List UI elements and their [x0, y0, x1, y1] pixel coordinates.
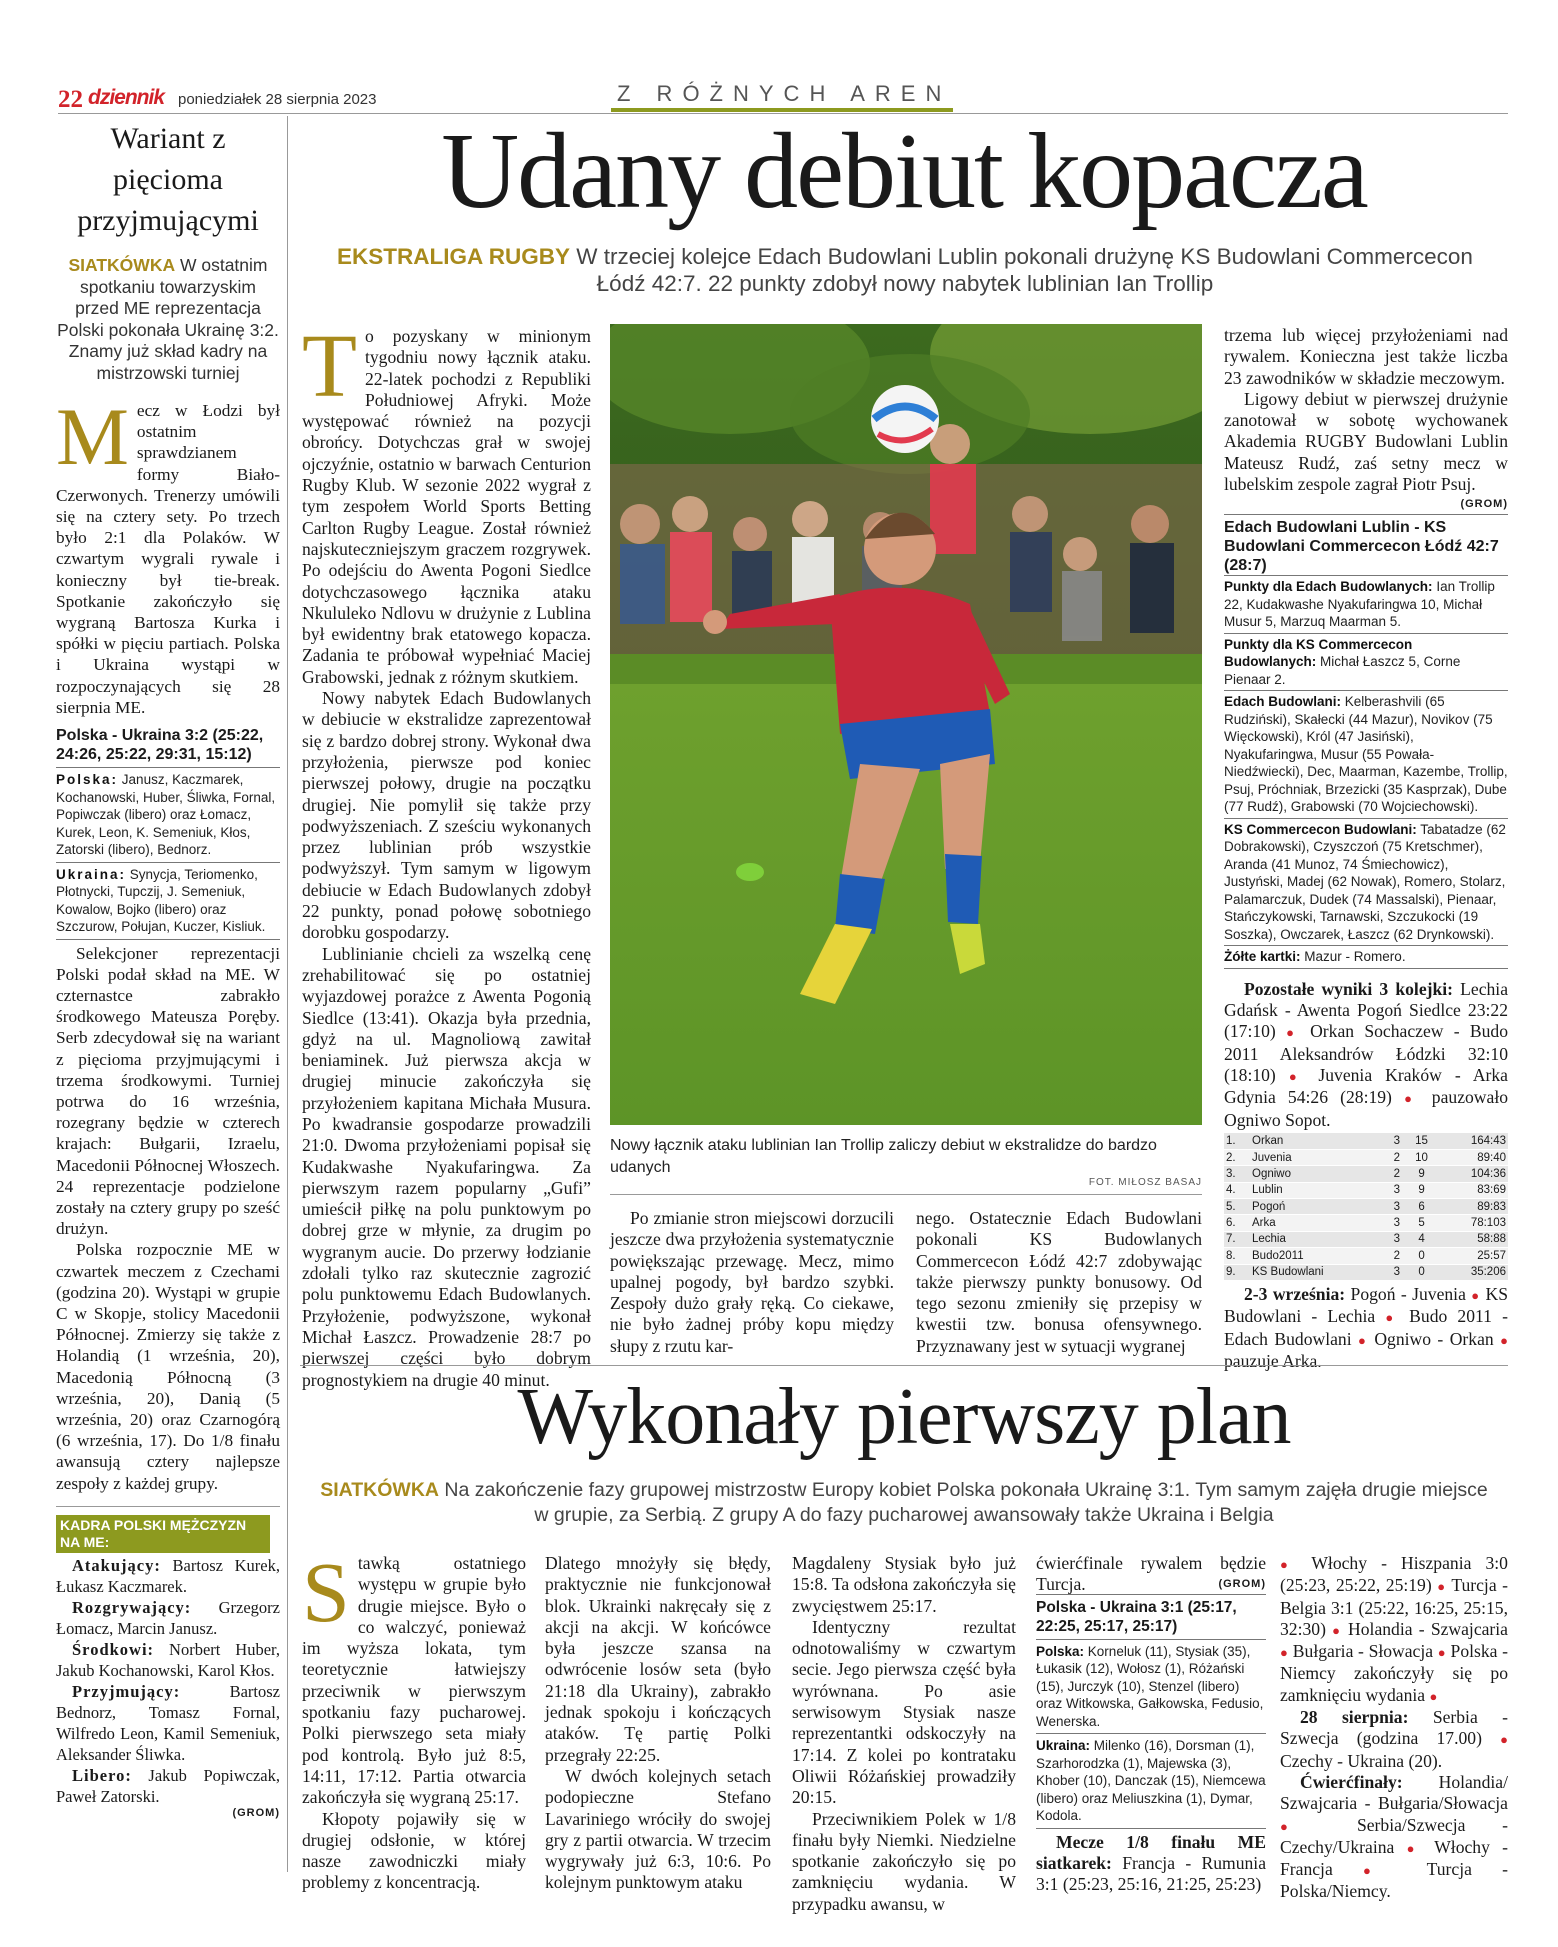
bottom-c5-b-label: 28 sierpnia:: [1300, 1707, 1409, 1728]
standings-row: [1224, 1248, 1508, 1264]
standings-cell: 25:57: [1437, 1248, 1508, 1264]
kadra-signature: (GROM): [232, 1806, 280, 1819]
rugby-box-label: Żółte kartki:: [1224, 949, 1301, 965]
rugby-box-rule: [1224, 968, 1508, 969]
other-result: Juvenia Kraków - Arka Gdynia 54:26 (28:19): [1224, 1065, 1508, 1108]
bottom-box-pl-label: Polska:: [1036, 1643, 1085, 1659]
r16-result: Bułgaria - Słowacja: [1292, 1641, 1434, 1662]
header-date: poniedziałek 28 sierpnia 2023: [178, 91, 377, 108]
standings-cell: Lublin: [1250, 1182, 1387, 1198]
standings-cell: Budo2011: [1250, 1248, 1387, 1264]
right-para-1: trzema lub więcej przyłożeniami nad rywalem. Konieczna jest także liczba 23 zawodników w składzie meczowym.: [1224, 325, 1508, 388]
rugby-box-text: Michał Łaszcz 5, Corne Pienaar 2.: [1224, 654, 1461, 687]
main-lead-text: W trzeciej kolejce Edach Budowlani Lublin pokonali drużynę KS Budowlani Commercecon Łódź 42:7. 22 punkty zdobył nowy nabytek lublinian Ian Trollip: [576, 244, 1473, 296]
sidebar-result-box: [56, 726, 280, 940]
other-results-label: Pozostałe wyniki 3 kolejki:: [1244, 978, 1454, 999]
sidebar-dropcap: M: [56, 391, 129, 482]
r16-fixture: Serbia - Szwecja (godzina 17.00): [1280, 1707, 1508, 1749]
rugby-box-row: [1224, 578, 1508, 631]
sidebar-box-pl-label: Polska:: [56, 772, 119, 788]
r16-fixture: Czechy - Ukraina (20).: [1280, 1750, 1443, 1771]
kadra-entry: [56, 1555, 280, 1597]
bottom-kicker: SIATKÓWKA: [320, 1479, 439, 1501]
rugby-box-rule: [1224, 633, 1508, 634]
standings-row: [1224, 1215, 1508, 1231]
bottom-box-ua: Milenko (16), Dorsman (1), Szarhorodzka (1), Majewska (3), Khober (10), Danczak (15), Niemcewa (libero) oraz Meliuszkina (1), Dymar, Kodola.: [1036, 1738, 1266, 1824]
right-column: [1224, 325, 1508, 1372]
bullet-dot: ●: [1358, 1332, 1368, 1348]
kadra-box: [56, 1506, 280, 1819]
standings-row: [1224, 1149, 1508, 1165]
r16-result: Turcja -Belgia 3:1 (25:22, 16:25, 25:15, 32:30): [1280, 1575, 1508, 1639]
bottom-c5-a: [1280, 1553, 1508, 1707]
standings-cell: 3: [1387, 1199, 1406, 1215]
next-fixture: Pogoń - Juvenia: [1350, 1283, 1466, 1304]
standings-cell: 7.: [1224, 1231, 1250, 1247]
standings-row: [1224, 1182, 1508, 1198]
standings-cell: 89:83: [1437, 1199, 1508, 1215]
standings-cell: 83:69: [1437, 1182, 1508, 1198]
right-signature: (GROM): [1460, 498, 1508, 511]
rugby-box-rule: [1224, 690, 1508, 691]
standings-cell: 2.: [1224, 1149, 1250, 1165]
standings-row: [1224, 1133, 1508, 1149]
bottom-col-5: [1280, 1553, 1508, 1903]
other-result: Lechia Gdańsk - Awenta Pogoń Siedlce 23:22 (17:10): [1224, 978, 1508, 1042]
bullet-dot: ●: [1471, 1287, 1481, 1303]
standings-cell: Arka: [1250, 1215, 1387, 1231]
bullet-dot: ●: [1406, 1840, 1423, 1856]
main-c1-p3: Lublinianie chcieli za wszelką cenę zrehabilitować się po ostatniej wyjazdowej porażce z Awenta Pogonią Siedlce (13:41). Okazja była przednia, gdyż na ul. Magnoliową zawitał beniaminek. Już pierwsza akcja w drugiej minucie zakończyła się przyłożeniem kapitana Michała Musura. Po kwadransie gospodarze prowadzili 21:0. Dwoma przyłożeniami popisał się Kudakwashe Nyakufaringwa. Za pierwszym razem popularny „Gufi” umieścił piłkę na polu punktowym po dobrej grze w młynie, za drugim po wygranym aucie. Do przerwy łodzianie zdołali tylko raz skutecznie zagrozić polu punktowemu Edach Budowlanych. Przyłożenie, podwyższone, wykonał Michał Łaszcz. Prowadzenie 28:7 po pierwszej części było dobrym prognostykiem na drugie 40 minut.: [302, 943, 591, 1390]
rugby-box-text: Mazur - Romero.: [1304, 949, 1406, 965]
bottom-dropcap: S: [302, 1544, 350, 1640]
bottom-col-1: [302, 1544, 526, 1894]
standings-cell: 58:88: [1437, 1231, 1508, 1247]
bullet-dot: ●: [1429, 1688, 1438, 1704]
sidebar-box-pl: Janusz, Kaczmarek, Kochanowski, Huber, Śliwka, Fornal, Popiwczak (libero) oraz Łomacz, Kurek, Leon, K. Semeniuk, Kłos, Zatorski (libero), Bednorz.: [56, 772, 276, 858]
next-fixture: Ogniwo - Orkan: [1374, 1328, 1494, 1349]
standings-cell: 8.: [1224, 1248, 1250, 1264]
standings-table: [1224, 1133, 1508, 1281]
bottom-c3-c: Przeciwnikiem Polek w 1/8 finału były Niemki. Niedzielne spotkanie zakończyło się po zamknięciu wydania. W przypadku awansu, w: [792, 1808, 1016, 1914]
kadra-entry: [56, 1765, 280, 1807]
qf-fixture: Turcja - Polska/Niemcy.: [1280, 1859, 1508, 1902]
standings-cell: 3.: [1224, 1166, 1250, 1182]
qf-fixture: Włochy - Francja: [1280, 1836, 1508, 1880]
standings-cell: Pogoń: [1250, 1199, 1387, 1215]
bottom-c4-b: Francja - Rumunia 3:1 (25:23, 25:16, 21:25, 25:23): [1036, 1852, 1267, 1895]
bottom-lead: [320, 1478, 1488, 1528]
bottom-box-ua-label: Ukraina:: [1036, 1738, 1091, 1754]
bullet-dot: ●: [1288, 1069, 1306, 1085]
kadra-names: Bartosz Kurek, Łukasz Kaczmarek.: [56, 1555, 280, 1596]
section-label: Z RÓŻNYCH AREN: [611, 80, 953, 112]
standings-cell: 3: [1387, 1264, 1406, 1280]
kadra-label: Libero:: [72, 1765, 132, 1785]
main-kicker: EKSTRALIGA RUGBY: [337, 244, 570, 269]
standings-cell: 10: [1406, 1149, 1437, 1165]
standings-cell: 5: [1406, 1215, 1437, 1231]
sidebar-box-ua-label: Ukraina:: [56, 866, 127, 882]
brand-logo: dziennik: [88, 86, 165, 109]
rugby-photo: [610, 324, 1202, 1125]
bottom-rule: [300, 1365, 1508, 1366]
kadra-names: Jakub Popiwczak, Paweł Zatorski.: [56, 1765, 280, 1806]
sidebar-box-title: Polska - Ukraina 3:2 (25:22, 24:26, 25:22, 29:31, 15:12): [56, 727, 264, 764]
standings-cell: 164:43: [1437, 1133, 1508, 1149]
sidebar-article: [56, 116, 280, 1819]
standings-cell: Lechia: [1250, 1231, 1387, 1247]
rugby-box-rule: [1224, 575, 1508, 576]
next-fixture: Budo 2011 - Edach Budowlani: [1224, 1306, 1508, 1349]
standings-row: [1224, 1166, 1508, 1182]
rugby-box-label: Edach Budowlani:: [1224, 694, 1342, 710]
rugby-box-text: Kelberashvili (65 Rudziński), Skałecki (44 Mazur), Novikov (75 Więckowski), Król (47 Jasiński), Nyakufaringwa, Musur (55 Powała-Niedźwiecki), Dec, Maarman, Kazembe, Trollip, Psuj, Próchniak, Brzezicki (35 Kasprzak), Dube (77 Rudź), Grabowski (70 Wojciechowski).: [1224, 694, 1508, 815]
rugby-photo-illustration: [610, 324, 1202, 1125]
sidebar-box-ua: Synycja, Teriomenko, Płotnycki, Tupczij, J. Semeniuk, Kowalow, Bojko (libero) oraz Szczurow, Połujan, Kuczer, Kisliuk.: [56, 866, 266, 935]
next-fixtures-label: 2-3 września:: [1244, 1283, 1346, 1304]
kadra-label: Rozgrywający:: [72, 1597, 192, 1617]
bottom-c3-b: Identyczny rezultat odnotowaliśmy w czwartym secie. Jego pierwsza część była wyrównana. Po asie serwisowym Stysiak nasze reprezentantki odskoczyły na 17:14. Z kolei po kontrataku Oliwii Różańskiej prowadziły 20:15.: [792, 1616, 1016, 1808]
main-col-1: [302, 317, 591, 1391]
standings-cell: 1.: [1224, 1133, 1250, 1149]
main-c3-p1: nego. Ostatecznie Edach Budowlani pokonali KS Budowlanych Commercecon Łódź 42:7 zdobywając także pierwszy punkty bonusowy. Od tego sezonu zmieniły się przepisy w kwestii tzw. bonusa ofensywnego. Przyznawany jest w sytuacji wygranej: [916, 1208, 1202, 1356]
standings: [1224, 1133, 1508, 1281]
standings-cell: 6.: [1224, 1215, 1250, 1231]
sidebar-paragraph-3: Polska rozpocznie ME w czwartek meczem z Czechami (godzina 20). Wystąpi w grupie C w Skopje, stolicy Macedonii Północnej. Zmierzy się także z Holandią (1 września, 20), Macedonią Północną (3 września, 20), Danią (5 września, 20) oraz Czarnogórą (6 września, 17). Do 1/8 finału awansują cztery najlepsze zespoły z każdej grupy.: [56, 1240, 280, 1493]
caption-rule: [610, 1194, 1202, 1195]
kadra-names: Norbert Huber, Jakub Kochanowski, Karol Kłos.: [56, 1639, 281, 1680]
rugby-box-row: [1224, 636, 1508, 689]
bullet-dot: ●: [1500, 1732, 1508, 1748]
bullet-dot: ●: [1280, 1818, 1321, 1834]
standings-cell: Juvenia: [1250, 1149, 1387, 1165]
standings-cell: 4.: [1224, 1182, 1250, 1198]
page-number: 22: [58, 86, 83, 113]
bottom-c1-b: Kłopoty pojawiły się w drugiej odsłonie, w której nasze zawodniczki miały problemy z koncentracją.: [302, 1808, 526, 1893]
r16-result: Włochy - Hiszpania 3:0 (25:23, 25:22, 25:19): [1280, 1553, 1508, 1596]
sidebar-paragraph-1: ecz w Łodzi był ostatnim sprawdzianem formy Biało-Czerwonych. Trenerzy umówili się na cztery sety. Po trzech było 2:1 dla Polaków. W czwartym wygrali rywale i konieczny był tie-break. Spotkanie zakończyło się wygraną Bartosza Kurka i spółki w pięciu partiach. Polska i Ukraina wystąpi w rozpoczynających się 28 sierpnia ME.: [56, 401, 280, 717]
bullet-dot: ●: [1437, 1645, 1446, 1661]
rugby-box-rule: [1224, 945, 1508, 946]
bottom-signature: (GROM): [1218, 1577, 1266, 1590]
bottom-c3-a: Magdaleny Stysiak było już 15:8. Ta odsłona zakończyła się zwycięstwem 25:17.: [792, 1553, 1016, 1616]
rugby-box-rule: [1224, 818, 1508, 819]
standings-cell: 4: [1406, 1231, 1437, 1247]
sidebar-lead: W ostatnim spotkaniu towarzyskim przed ME reprezentacja Polski pokonała Ukrainę 3:2. Znamy już skład kadry na mistrzowski turniej: [57, 255, 279, 383]
main-c2-p1: Po zmianie stron miejscowi dorzucili jeszcze dwa przyłożenia systematycznie powiększając przewagę. Mecz, mimo upalnej pogody, był bardzo szybki. Zespoły dużo grały ręką. Co ciekawe, nie było żadnej próby kopu między słupy z rzutu kar-: [610, 1208, 894, 1356]
bottom-c2-a: Dlatego mnożyły się błędy, praktycznie nie funkcjonował blok. Ukrainki nakręcały się z akcji na akcji. W końcówce była jeszcze szansa na odwrócenie losów seta (było 21:18 dla Ukrainy), zabrakło jednak spokoju i kończących ataków. Tę partię Polki przegrały 22:25.: [545, 1553, 771, 1765]
standings-cell: 9: [1406, 1166, 1437, 1182]
kadra-entry: [56, 1597, 280, 1639]
kadra-label: Środkowi:: [72, 1639, 155, 1659]
kadra-names: Bartosz Bednorz, Tomasz Fornal, Wilfredo Leon, Kamil Semeniuk, Aleksander Śliwka.: [56, 1681, 280, 1764]
standings-cell: Ogniwo: [1250, 1166, 1387, 1182]
sidebar-kicker: SIATKÓWKA: [68, 255, 176, 275]
rugby-box-row: [1224, 821, 1508, 944]
r16-result: Polska - Niemcy zakończyły się po zamknięciu wydania: [1280, 1641, 1508, 1705]
kadra-label: Przyjmujący:: [72, 1681, 181, 1701]
bottom-c5-c-label: Ćwierćfinały:: [1300, 1771, 1403, 1792]
main-lead: [315, 243, 1495, 297]
other-result: Orkan Sochaczew - Budo 2011 Aleksandrów Łódzki 32:10 (18:10): [1224, 1021, 1508, 1086]
other-results: [1224, 979, 1508, 1131]
standings-cell: 104:36: [1437, 1166, 1508, 1182]
bottom-lead-text: Na zakończenie fazy grupowej mistrzostw Europy kobiet Polska pokonała Ukrainę 3:1. Tym samym zajęła drugie miejsce w grupie, za Serbią. Z grupy A do fazy pucharowej awansowały także Ukraina i Belgia: [444, 1479, 1488, 1526]
standings-cell: 15: [1406, 1133, 1437, 1149]
kadra-entry: [56, 1681, 280, 1765]
photo-credit: FOT. MIŁOSZ BASAJ: [1088, 1177, 1202, 1188]
rugby-box-text: Tabatadze (62 Dobrakowski), Czyszczoń (75 Kretschmer), Aranda (41 Munoz, 74 Śmiechowicz), Justyński, Madej (62 Nowak), Romero, Stolarz, Palamarczuk, Dudek (74 Massalski), Pienaar, Stańczykowski, Tarnawski, Szczukocki (19 Soszka), Owczarek, Łaszcz (62 Drynkowski).: [1224, 821, 1506, 942]
main-c1-p2: Nowy nabytek Edach Budowlanych w debiucie w ekstralidze zaprezentował się z bardzo dobrej strony. Wykonał dwa przyłożenia, pierwsze pod koniec pierwszej połowy, drugie na początku drugiej. Nie pomylił się także przy podwyższeniach. Z sześciu wykonanych przez lublinian prób wszystkie podwyższył. Tym samym w ligowym debiucie w Edach Budowlanych zdobył 22 punkty, ponad połowę sobotniego dorobku gospodarzy.: [302, 688, 591, 943]
kadra-title: KADRA POLSKI MĘŻCZYZN NA ME:: [56, 1515, 270, 1553]
rugby-box-title: Edach Budowlani Lublin - KS Budowlani Commercecon Łódź 42:7 (28:7): [1224, 519, 1499, 575]
standings-cell: 9.: [1224, 1264, 1250, 1280]
standings-cell: 6: [1406, 1199, 1437, 1215]
other-result: pauzowało Ogniwo Sopot.: [1224, 1087, 1509, 1130]
bottom-c2-b: W dwóch kolejnych setach podopieczne Stefano Lavariniego wróciły do swojej gry z partii otwarcia. W trzecim wygrywały już 6:3, 10:6. Po kolejnym punktowym ataku: [545, 1765, 771, 1893]
standings-row: [1224, 1231, 1508, 1247]
sidebar-divider: [287, 116, 288, 1872]
standings-cell: 2: [1387, 1248, 1406, 1264]
standings-cell: 5.: [1224, 1199, 1250, 1215]
next-fixture: KS Budowlani - Lechia: [1224, 1283, 1509, 1327]
main-col-3: [916, 1208, 1202, 1357]
qf-fixture: Serbia/Szwecja - Czechy/Ukraina: [1280, 1814, 1508, 1857]
bullet-dot: ●: [1280, 1645, 1289, 1661]
rugby-box-row: [1224, 948, 1508, 966]
bullet-dot: ●: [1500, 1332, 1508, 1348]
bottom-headline: Wykonały pierwszy plan: [517, 1373, 1291, 1461]
r16-result: Holandia - Szwajcaria: [1348, 1618, 1508, 1639]
qf-fixture: Holandia/ Szwajcaria - Bułgaria/Słowacja: [1280, 1771, 1508, 1814]
rugby-box-row: [1224, 693, 1508, 816]
rugby-lineups: [1224, 575, 1508, 969]
standings-cell: 78:103: [1437, 1215, 1508, 1231]
standings-cell: 3: [1387, 1133, 1406, 1149]
main-dropcap: T: [302, 317, 357, 416]
next-fixture: pauzuje Arka.: [1224, 1350, 1322, 1371]
main-headline: Udany debiut kopacza: [441, 112, 1367, 231]
rugby-box-label: Punkty dla KS Commercecon Budowlanych:: [1224, 636, 1413, 670]
standings-cell: 9: [1406, 1182, 1437, 1198]
rugby-box-text: Ian Trollip 22, Kudakwashe Nyakufaringwa 10, Michał Musur 5, Marzuq Maarman 5.: [1224, 579, 1495, 630]
rugby-box-label: KS Commercecon Budowlani:: [1224, 821, 1417, 837]
next-fixtures: [1224, 1284, 1508, 1372]
standings-cell: 3: [1387, 1215, 1406, 1231]
standings-cell: 89:40: [1437, 1149, 1508, 1165]
sidebar-paragraph-2: Selekcjoner reprezentacji Polski podał skład na ME. W czternastce zabrakło środkowego Mateusza Poręby. Serb zdecydował się na wariant z pięcioma przyjmującymi i trzema środkowymi. Turniej potrwa do 16 września, rozegrany będzie w czterech krajach: Bułgarii, Izraelu, Macedonii Północnej Włoszech. 24 reprezentacje podzielone zostały na cztery grupy po sześć drużyn.: [56, 943, 280, 1239]
standings-cell: Orkan: [1250, 1133, 1387, 1149]
bullet-dot: ●: [1286, 1025, 1300, 1041]
standings-cell: 2: [1387, 1149, 1406, 1165]
sidebar-title: Wariant z pięcioma przyjmującymi: [77, 122, 259, 237]
bullet-dot: ●: [1404, 1091, 1420, 1107]
kadra-list: [56, 1555, 280, 1807]
bottom-box-title: Polska - Ukraina 3:1 (25:17, 22:25, 25:17, 25:17): [1036, 1598, 1237, 1635]
bottom-c4-a: ćwierćfinale rywalem będzie Turcja.: [1036, 1553, 1266, 1595]
bullet-dot: ●: [1437, 1579, 1447, 1595]
bottom-col-3: [792, 1553, 1016, 1915]
bottom-box-pl: Korneluk (11), Stysiak (35), Łukasik (12), Wołosz (1), Różański (15), Jurczyk (10), Stenzel (libero) oraz Witkowska, Gałkowska, Fedusio, Wenerska.: [1036, 1643, 1264, 1729]
kadra-label: Atakujący:: [72, 1555, 161, 1575]
main-c1-p1: o pozyskany w minionym tygodniu nowy łącznik ataku. 22-latek pochodzi z Republiki Południowej Afryki. Może występować również na pozycji obrońcy. Dotychczas grał w swojej ojczyźnie, ostatnio w barwach Centurion Rugby Klub. W sezonie 2022 wygrał z tym zespołem World Sports Betting Carlton Rugby League. Został również najskuteczniejszym graczem rozgrywek. Po odejściu do Awenta Pogoni Siedlce dotychczasowego łącznika ataku Nkululeko Ndlovu w drużynie z Lublina był ewidentny brak etatowego kopacza. Zadania te próbował wypełniać Maciej Grabowski, jednak z różnym skutkiem.: [302, 326, 591, 687]
bottom-c1-a: tawką ostatniego występu w grupie było drugie miejsce. Było o co walczyć, ponieważ im wyższa lokata, tym teoretycznie łatwiejszy przeciwnik w pierwszym spotkaniu fazy pucharowej. Polki pierwszego seta miały pod kontrolą. Było już 8:5, 14:11, 17:12. Partia otwarcia zakończyła się wygraną 25:17.: [302, 1553, 526, 1808]
bottom-c4-b-label: Mecze 1/8 finału ME siatkarek:: [1036, 1831, 1266, 1873]
bullet-dot: ●: [1332, 1622, 1342, 1638]
bullet-dot: ●: [1385, 1310, 1399, 1326]
bullet-dot: ●: [1280, 1557, 1298, 1572]
standings-cell: 35:206: [1437, 1264, 1508, 1280]
bullet-dot: ●: [1363, 1863, 1397, 1879]
bottom-col-2: [545, 1553, 771, 1894]
standings-row: [1224, 1264, 1508, 1280]
standings-cell: 3: [1387, 1231, 1406, 1247]
standings-cell: 0: [1406, 1264, 1437, 1280]
right-para-2: Ligowy debiut w pierwszej drużynie zanotował w sobotę wychowanek Akademia RUGBY Budowlani Lublin Mateusz Rudź, zaś setny mecz w lubelskim zespole zagrał Piotr Psuj.: [1224, 388, 1508, 495]
standings-cell: 2: [1387, 1166, 1406, 1182]
kadra-entry: [56, 1639, 280, 1681]
photo-caption: Nowy łącznik ataku lublinian Ian Trollip zaliczy debiut w ekstralidze do bardzo udanych: [610, 1137, 1157, 1176]
bottom-col-4: [1036, 1553, 1266, 1895]
kadra-names: Grzegorz Łomacz, Marcin Janusz.: [56, 1597, 280, 1638]
standings-cell: 0: [1406, 1248, 1437, 1264]
standings-row: [1224, 1199, 1508, 1215]
standings-cell: KS Budowlani: [1250, 1264, 1387, 1280]
rugby-box-label: Punkty dla Edach Budowlanych:: [1224, 579, 1433, 595]
main-col-2: [610, 1208, 894, 1357]
standings-cell: 3: [1387, 1182, 1406, 1198]
